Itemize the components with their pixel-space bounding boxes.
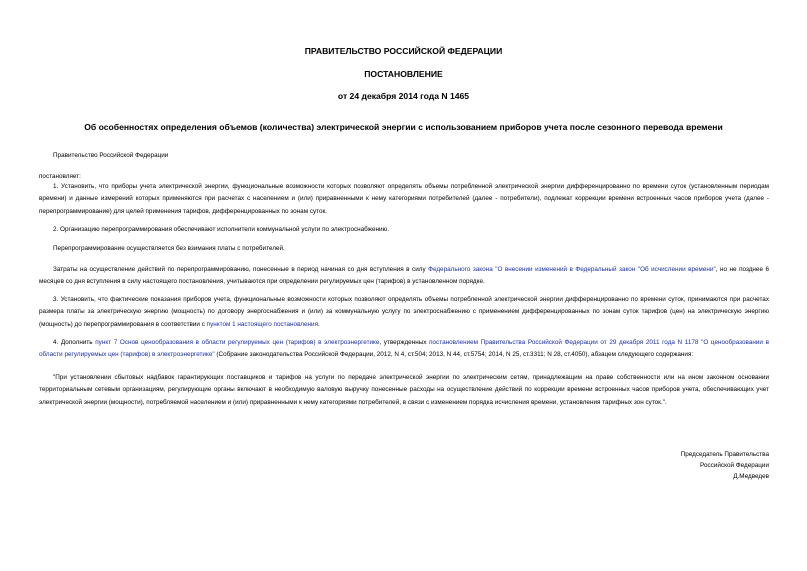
item-4-text-before: 4. Дополнить bbox=[53, 339, 96, 346]
issuing-authority: ПРАВИТЕЛЬСТВО РОССИЙСКОЙ ФЕДЕРАЦИИ bbox=[304, 46, 503, 56]
item-3-text-before: 3. Установить, что фактические показания приборов учета, функциональные возможности которых позволяют определять объемы потребленной электрической энергии дифференцированно по времени суток, принимаются при расчетах размера платы за электрическую энергию (мощность) по договору энергоснабжения и (или) за коммунальную услугу по электроснабжению с применением дифференцированных по зонам суток тарифов (цен) на электрическую энергию (мощность) до перепрограммирования в соответствии с bbox=[39, 296, 769, 328]
resolves-line: постановляет: bbox=[39, 173, 81, 180]
document-title: Об особенностях определения объемов (количества) электрической энергии с использованием приборов учета после сезонного перевода времени bbox=[84, 122, 723, 132]
costs-text-before: Затраты на осуществление действий по перепрограммированию, понесенные в период начиная со дня вступления в силу bbox=[53, 266, 429, 273]
item-4-text-mid: , утвержденных bbox=[379, 339, 430, 346]
federal-law-link[interactable]: Федерального закона "О внесении изменений в Федеральный закон "Об исчислении времени" bbox=[428, 266, 716, 273]
item-4-paragraph bbox=[39, 337, 769, 362]
item-1-reference-link[interactable]: пунктом 1 настоящего постановления bbox=[206, 320, 319, 328]
item-3-text-after: . bbox=[318, 320, 320, 328]
signature-position: Председатель Правительства bbox=[680, 451, 769, 458]
document-date-number: от 24 декабря 2014 года N 1465 bbox=[337, 91, 470, 101]
costs-text-after: , но не позднее 6 месяцев со дня вступления в силу настоящего постановления, учитываются при определении регулируемых цен (тарифов) в установленном порядке. bbox=[39, 266, 770, 286]
pricing-basics-link[interactable]: пункт 7 Основ ценообразования в области регулируемых цен (тарифов) в электроэнергетике bbox=[95, 339, 380, 346]
item-2-free-paragraph: Перепрограммирование осуществляется без взимания платы с потребителей. bbox=[53, 245, 285, 252]
item-3-paragraph bbox=[39, 294, 769, 331]
document-type: ПОСТАНОВЛЕНИЕ bbox=[364, 69, 443, 79]
quoted-paragraph: "При установлении сбытовых надбавок гарантирующих поставщиков и тарифов на услуги по передаче электрической энергии по электрическим сетям, принадлежащим на праве собственности или на ином законном основании территориальным сетевым организациям, регулирующие органы включают в необходимую валовую выручку понесенные расходы на осуществление действий по коррекции времени встроенных часов приборов учета, обеспечивающих учет электрической энергии (мощности), потребляемой населением и (или) приравненными к нему категориями потребителей, в связи с изменением порядка исчисления времени, установления тарифных зон суток.". bbox=[39, 374, 769, 406]
costs-paragraph bbox=[39, 264, 769, 289]
signature-country: Российской Федерации bbox=[700, 462, 769, 469]
government-line: Правительство Российской Федерации bbox=[53, 152, 169, 159]
item-2-paragraph: 2. Организацию перепрограммирования обеспечивают исполнители коммунальной услуги по электроснабжению. bbox=[53, 226, 390, 233]
signatory-name: Д.Медведев bbox=[733, 473, 769, 480]
government-resolution-1178-link[interactable]: постановлением Правительства Российской Федерации от 29 декабря 2011 года N 1178 "О ценообразовании в области регулируемых цен (тарифов) в электроэнергетике" bbox=[39, 339, 769, 359]
item-4-text-after: (Собрание законодательства Российской Федерации, 2012, N 4, ст.504; 2013, N 44, ст.5754; 2014, N 25, ст.3311; N 28, ст.4050), абзацем следующего содержания: bbox=[214, 351, 694, 359]
item-1-paragraph: 1. Установить, что приборы учета электрической энергии, функциональные возможности которых позволяют определять объемы потребленной электрической энергии дифференцированно по времени суток (установленным периодам времени) и данные измерений которых применяются при расчетах с населением и (или) приравненными к нему категориями потребителей (далее - потребители), подлежат коррекции времени встроенных часов приборов учета (далее - перепрограммирование) для целей применения тарифов, дифференцированных по зонам суток. bbox=[39, 183, 769, 215]
